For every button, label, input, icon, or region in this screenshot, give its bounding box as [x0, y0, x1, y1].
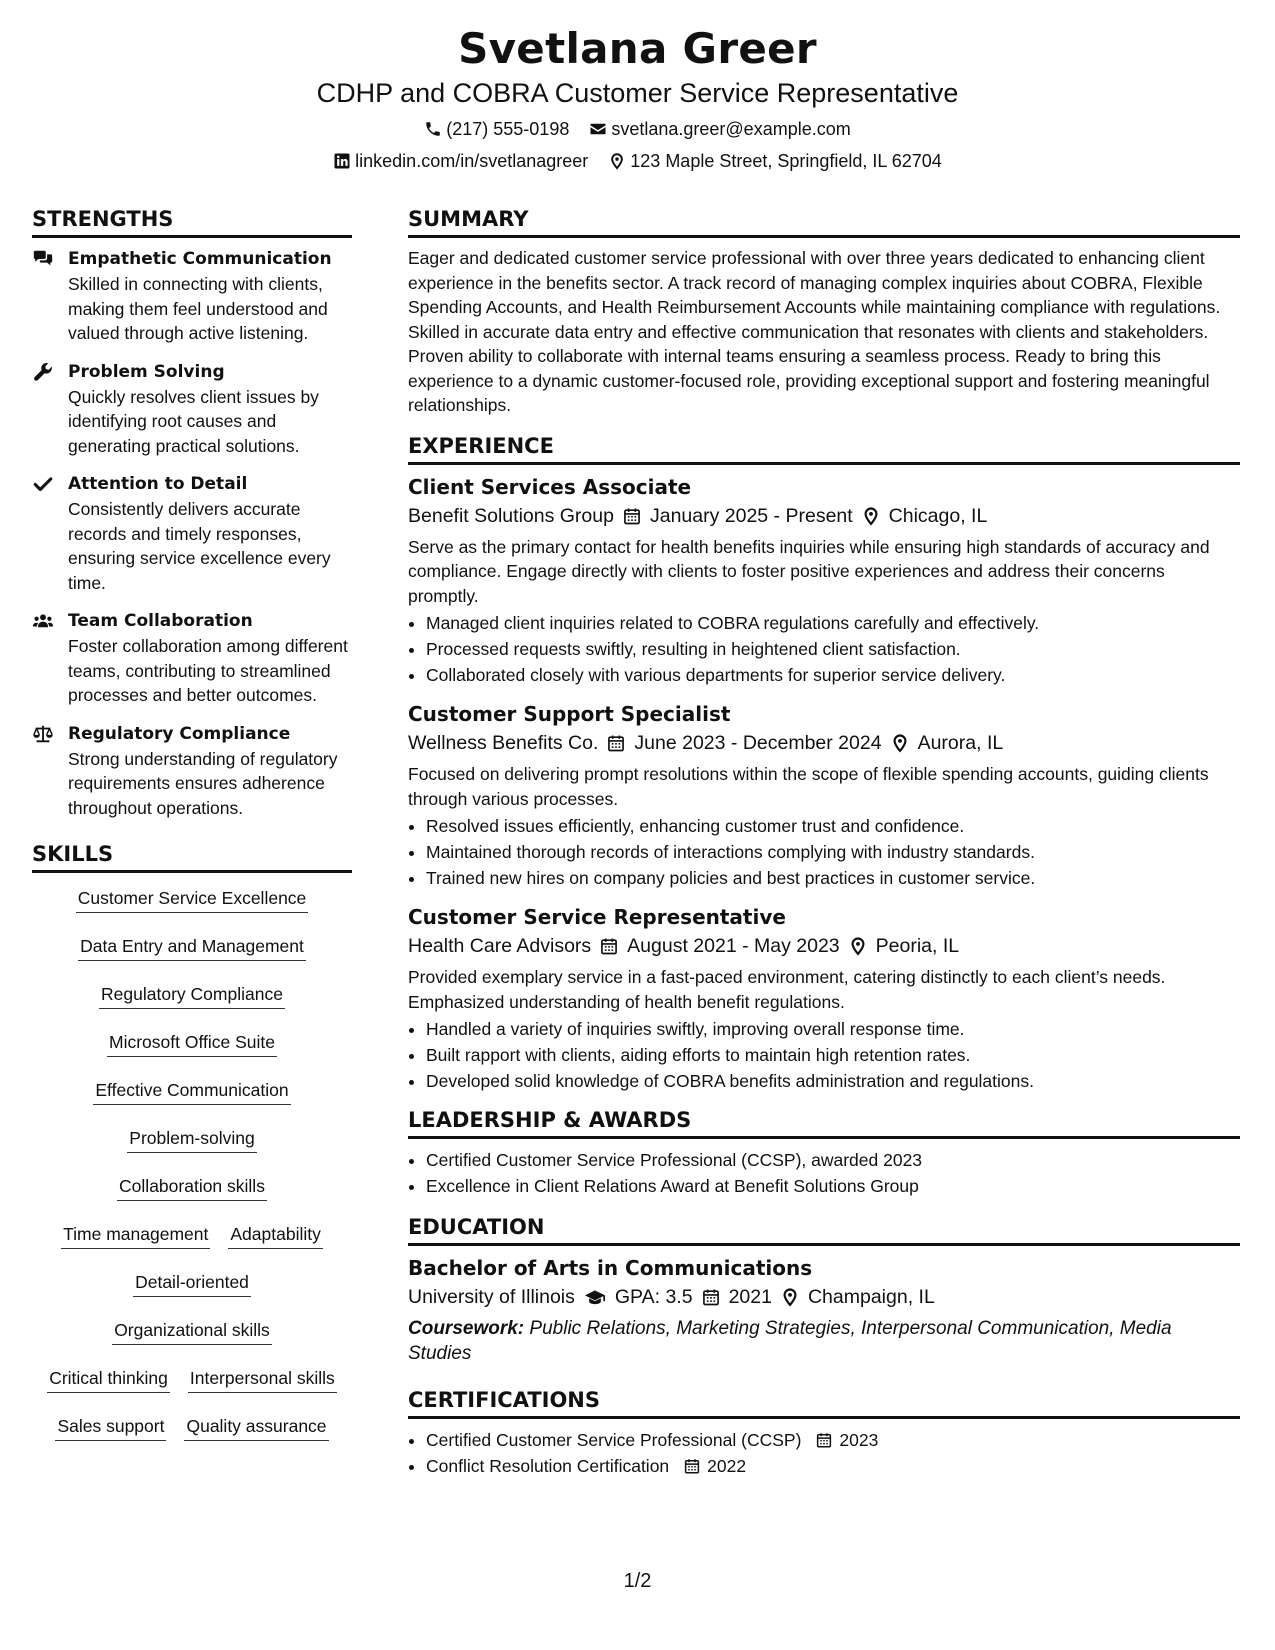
coursework-text: Public Relations, Marketing Strategies, Interpersonal Communication, Media Studies — [408, 1318, 1172, 1364]
job-dates: June 2023 - December 2024 — [634, 732, 882, 754]
skill-tag: Interpersonal skills — [188, 1365, 337, 1393]
education-coursework — [408, 1316, 1240, 1366]
phone-icon — [424, 120, 442, 138]
certification-year: 2023 — [839, 1430, 879, 1450]
skills-list — [32, 881, 352, 913]
certification-item — [426, 1427, 1240, 1453]
job-bullet: • Handled a variety of inquiries swiftly, improving overall response time. — [426, 1016, 1240, 1042]
coursework-label: Coursework: — [408, 1318, 525, 1339]
strength-body — [68, 471, 352, 595]
skill-tag: Detail-oriented — [133, 1269, 251, 1297]
contact-phone — [424, 117, 569, 141]
calendar-icon — [622, 506, 642, 526]
scale-icon — [32, 723, 54, 745]
education-year: 2021 — [728, 1286, 772, 1308]
job-title: Client Services Associate — [408, 474, 692, 499]
job-bullets — [408, 610, 1240, 688]
strength-name: Team Collaboration — [68, 611, 253, 631]
job-company: Wellness Benefits Co. — [408, 732, 599, 754]
job-bullet: • Developed solid knowledge of COBRA benefits administration and regulations. — [426, 1068, 1240, 1094]
skills-list — [32, 1073, 352, 1105]
certifications-section — [408, 1386, 1240, 1479]
job-description: Focused on delivering prompt resolutions within the scope of flexible spending accounts, guiding clients through various processes. — [408, 764, 1209, 809]
certifications-heading: CERTIFICATIONS — [408, 1386, 1240, 1419]
candidate-title: CDHP and COBRA Customer Service Representative — [316, 78, 959, 108]
strength-item — [32, 608, 352, 708]
certification-year: 2022 — [707, 1456, 747, 1476]
strength-body — [68, 359, 352, 459]
job-meta — [408, 501, 1240, 531]
job-location: Peoria, IL — [875, 935, 960, 957]
job-location: Chicago, IL — [888, 504, 988, 527]
summary-heading: SUMMARY — [408, 205, 1240, 238]
skills-heading: SKILLS — [32, 840, 352, 873]
skill-tag: Data Entry and Management — [78, 933, 306, 961]
calendar-icon — [815, 1431, 833, 1449]
calendar-icon — [701, 1287, 721, 1307]
map-marker-icon — [608, 152, 626, 170]
skill-tag: Problem-solving — [127, 1125, 256, 1153]
strength-body — [68, 721, 352, 821]
job-title: Customer Service Representative — [408, 905, 786, 929]
phone-text[interactable]: (217) 555-0198 — [446, 119, 570, 139]
certification-row — [426, 1427, 878, 1453]
candidate-name: Svetlana Greer — [458, 24, 817, 73]
graduation-cap-icon — [583, 1287, 607, 1307]
map-marker-icon — [890, 733, 910, 753]
job-company: Benefit Solutions Group — [408, 504, 614, 527]
strength-name: Regulatory Compliance — [68, 723, 291, 744]
contact-row-2 — [0, 149, 1275, 173]
calendar-icon — [606, 733, 626, 753]
skills-section — [32, 840, 352, 1441]
strength-desc: Strong understanding of regulatory requirements ensures adherence throughout operations. — [68, 748, 338, 818]
linkedin-icon — [333, 152, 351, 170]
comments-icon — [32, 248, 54, 270]
wrench-icon — [32, 361, 54, 383]
skill-tag: Customer Service Excellence — [76, 885, 309, 913]
certification-item — [426, 1453, 1240, 1479]
strengths-section — [32, 205, 352, 820]
skill-tag: Time management — [61, 1221, 210, 1249]
education-heading: EDUCATION — [408, 1213, 1240, 1246]
job-meta — [408, 931, 1240, 961]
certification-name: • Certified Customer Service Professional (CCSP) — [426, 1430, 802, 1450]
job-description: Provided exemplary service in a fast-paced environment, catering distinctly to each client’s needs. Emphasized understanding of health benefit regulations. — [408, 967, 1166, 1012]
map-marker-icon — [861, 506, 881, 526]
strength-desc: Quickly resolves client issues by identifying root causes and generating practical solutions. — [68, 386, 319, 456]
job-bullet: • Processed requests swiftly, resulting in heightened client satisfaction. — [426, 636, 1240, 662]
job-entry — [408, 903, 1240, 1094]
job-title: Customer Support Specialist — [408, 702, 731, 726]
contact-linkedin — [333, 149, 588, 173]
summary-section — [408, 205, 1240, 418]
leadership-list — [408, 1147, 1240, 1199]
linkedin-text[interactable]: linkedin.com/in/svetlanagreer — [355, 151, 589, 171]
education-degree: Bachelor of Arts in Communications — [408, 1256, 813, 1280]
strength-item — [32, 246, 352, 346]
job-dates: August 2021 - May 2023 — [627, 935, 840, 957]
leadership-section — [408, 1106, 1240, 1199]
job-bullet: • Resolved issues efficiently, enhancing customer trust and confidence. — [426, 813, 1240, 839]
skills-list — [32, 1361, 352, 1393]
strength-name: Attention to Detail — [68, 474, 248, 494]
skill-tag: Collaboration skills — [117, 1173, 267, 1201]
strength-item — [32, 359, 352, 459]
skill-tag: Sales support — [55, 1413, 166, 1441]
check-icon — [32, 473, 54, 495]
job-location: Aurora, IL — [917, 732, 1004, 754]
skills-list — [32, 1409, 352, 1441]
education-section — [408, 1213, 1240, 1366]
left-column — [32, 205, 352, 1455]
email-text[interactable]: svetlana.greer@example.com — [611, 119, 851, 139]
certification-name: • Conflict Resolution Certification — [426, 1456, 670, 1476]
job-meta — [408, 728, 1240, 758]
skill-tag: Microsoft Office Suite — [107, 1029, 277, 1057]
job-entry — [408, 700, 1240, 891]
skill-tag: Effective Communication — [93, 1077, 290, 1105]
job-bullet: • Managed client inquiries related to COBRA regulations carefully and effectively. — [426, 610, 1240, 636]
education-gpa: GPA: 3.5 — [614, 1286, 693, 1308]
job-entry — [408, 473, 1240, 689]
skills-list — [32, 1025, 352, 1057]
certification-row — [426, 1453, 746, 1479]
right-column — [408, 205, 1240, 1493]
map-marker-icon — [848, 936, 868, 956]
leadership-item: • Certified Customer Service Professional (CCSP), awarded 2023 — [426, 1147, 1240, 1173]
education-meta — [408, 1282, 1240, 1312]
strength-desc: Foster collaboration among different teams, contributing to streamlined processes and better outcomes. — [68, 636, 348, 705]
summary-text: Eager and dedicated customer service professional with over three years dedicated to enhancing client experience in the benefits sector. A track record of managing complex inquiries about COBRA, Flexible Spending Accounts, and Health Reimbursement Accounts while maintaining compliance with regulations. Skilled in accurate data entry and effective communication that resonates with clients and stakeholders. Proven ability to collaborate with internal teams ensuring a seamless process. Ready to bring this experience to a dynamic customer-focused role, providing exceptional support and fostering meaningful relationships. — [408, 248, 1221, 415]
skills-list — [32, 1121, 352, 1153]
job-bullets — [408, 1016, 1240, 1094]
skill-tag: Organizational skills — [112, 1317, 272, 1345]
skills-list — [32, 977, 352, 1009]
strengths-heading: STRENGTHS — [32, 205, 352, 238]
job-bullets — [408, 813, 1240, 891]
leadership-heading: LEADERSHIP & AWARDS — [408, 1106, 1240, 1139]
envelope-icon — [589, 120, 607, 138]
strength-desc: Consistently delivers accurate records and timely responses, ensuring service excellence every time. — [68, 499, 331, 593]
contact-row-1 — [0, 117, 1275, 141]
job-company: Health Care Advisors — [408, 935, 592, 957]
certifications-list — [408, 1427, 1240, 1479]
calendar-icon — [683, 1457, 701, 1475]
job-bullet: • Collaborated closely with various departments for superior service delivery. — [426, 662, 1240, 688]
page-number: 1/2 — [623, 1570, 652, 1592]
job-bullet: • Trained new hires on company policies and best practices in customer service. — [426, 865, 1240, 891]
skills-list — [32, 929, 352, 961]
strength-body — [68, 246, 352, 346]
job-bullet: • Maintained thorough records of interactions complying with industry standards. — [426, 839, 1240, 865]
leadership-item: • Excellence in Client Relations Award at Benefit Solutions Group — [426, 1173, 1240, 1199]
skill-tag: Regulatory Compliance — [99, 981, 285, 1009]
map-marker-icon — [780, 1287, 800, 1307]
users-icon — [32, 610, 54, 632]
contact-address — [608, 149, 942, 173]
job-dates: January 2025 - Present — [649, 504, 853, 527]
education-location: Champaign, IL — [807, 1286, 935, 1308]
address-text: 123 Maple Street, Springfield, IL 62704 — [630, 151, 942, 171]
experience-section — [408, 432, 1240, 1095]
contact-email — [589, 117, 850, 141]
strength-item — [32, 471, 352, 595]
job-description: Serve as the primary contact for health benefits inquiries while ensuring high standards of accuracy and compliance. Engage directly with clients to foster positive experiences and address their concerns promptly. — [408, 536, 1210, 606]
strength-name: Empathetic Communication — [68, 249, 332, 269]
job-bullet: • Built rapport with clients, aiding efforts to maintain high retention rates. — [426, 1042, 1240, 1068]
strength-body — [68, 608, 352, 708]
skill-tag: Adaptability — [228, 1221, 322, 1249]
skill-tag: Quality assurance — [184, 1413, 328, 1441]
resume-header — [0, 0, 1275, 173]
skills-list — [32, 1169, 352, 1201]
strength-desc: Skilled in connecting with clients, making them feel understood and valued through active listening. — [68, 274, 328, 343]
strength-item — [32, 721, 352, 821]
skills-list — [32, 1217, 352, 1249]
experience-heading: EXPERIENCE — [408, 432, 1240, 465]
skill-tag: Critical thinking — [47, 1365, 170, 1393]
strength-name: Problem Solving — [68, 361, 225, 382]
skills-list — [32, 1265, 352, 1297]
skills-list — [32, 1313, 352, 1345]
calendar-icon — [599, 936, 619, 956]
education-school: University of Illinois — [408, 1286, 575, 1308]
